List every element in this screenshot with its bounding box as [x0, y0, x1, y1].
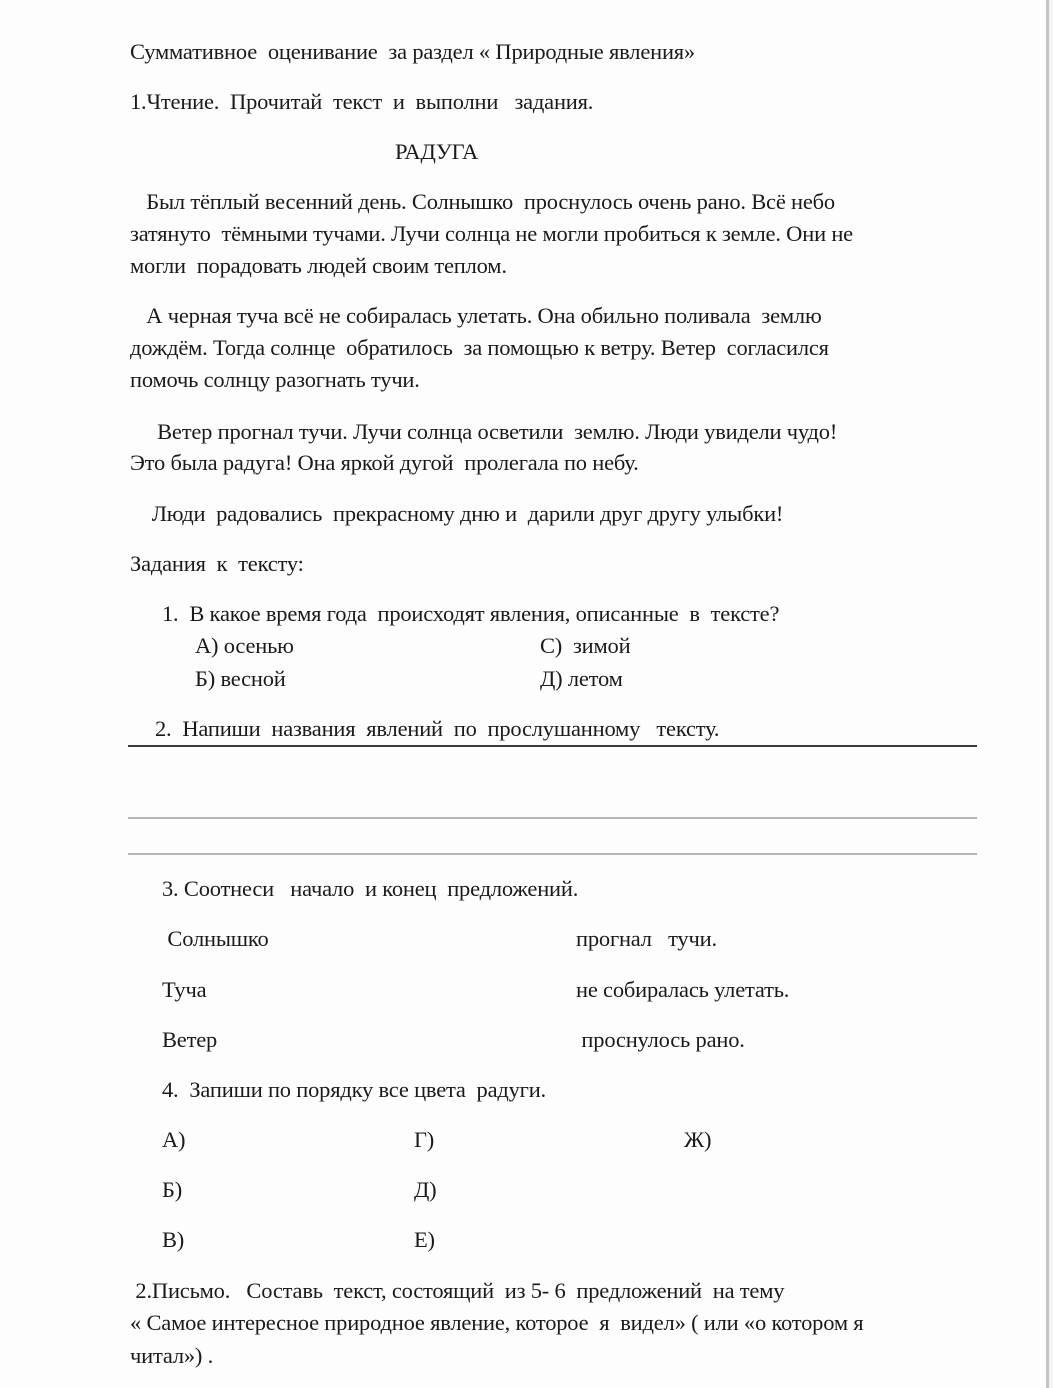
task3-question: 3. Соотнеси начало и конец предложений. — [162, 876, 579, 901]
story-line: помочь солнцу разогнать тучи. — [130, 367, 420, 392]
task1-option-b[interactable]: Б) весной — [195, 666, 286, 691]
story-line: затянуто тёмными тучами. Лучи солнца не могли пробиться к земле. Они не — [130, 221, 853, 246]
story-line: могли порадовать людей своим теплом. — [130, 253, 507, 278]
color-slot-a[interactable]: А) — [162, 1127, 186, 1152]
task1-option-a[interactable]: А) осенью — [195, 633, 294, 658]
story-line: Был тёплый весенний день. Солнышко проснулось очень рано. Всё небо — [130, 189, 835, 214]
color-slot-g[interactable]: Г) — [414, 1127, 435, 1152]
writing-task-line: « Самое интересное природное явление, которое я видел» ( или «о котором я — [130, 1310, 864, 1335]
color-slot-v[interactable]: В) — [162, 1227, 185, 1252]
tasks-heading: Задания к тексту: — [130, 551, 304, 576]
color-slot-b[interactable]: Б) — [162, 1177, 183, 1202]
color-slot-d[interactable]: Д) — [414, 1177, 437, 1202]
match-right-item[interactable]: прогнал тучи. — [576, 926, 717, 951]
answer-line[interactable] — [128, 853, 977, 855]
story-title: РАДУГА — [395, 139, 479, 164]
story-line: А черная туча всё не собиралась улетать. Она обильно поливала землю — [130, 303, 822, 328]
match-left-item[interactable]: Солнышко — [162, 926, 269, 951]
writing-task-line: 2.Письмо. Составь текст, состоящий из 5- 6 предложений на тему — [130, 1278, 785, 1303]
match-left-item[interactable]: Туча — [162, 977, 207, 1002]
task4-question: 4. Запиши по порядку все цвета радуги. — [162, 1077, 546, 1102]
task1-option-c[interactable]: С) зимой — [540, 633, 631, 658]
story-line: Ветер прогнал тучи. Лучи солнца осветили землю. Люди увидели чудо! — [130, 419, 838, 444]
story-line: Люди радовались прекрасному дню и дарили друг другу улыбки! — [130, 501, 784, 526]
task1-question: 1. В какое время года происходят явления, описанные в тексте? — [162, 601, 780, 626]
match-right-item[interactable]: не собиралась улетать. — [576, 977, 790, 1002]
story-line: дождём. Тогда солнце обратилось за помощью к ветру. Ветер согласился — [130, 335, 829, 360]
match-left-item[interactable]: Ветер — [162, 1027, 218, 1052]
worksheet-header: Суммативное оценивание за раздел « Природные явления» — [130, 39, 695, 64]
section-reading-title: 1.Чтение. Прочитай текст и выполни задания. — [130, 89, 594, 114]
story-line: Это была радуга! Она яркой дугой пролегала по небу. — [130, 450, 639, 475]
color-slot-zh[interactable]: Ж) — [684, 1127, 712, 1152]
writing-task-line: читал») . — [130, 1343, 214, 1368]
answer-line[interactable] — [128, 745, 977, 747]
answer-line[interactable] — [128, 817, 977, 819]
color-slot-e[interactable]: Е) — [414, 1227, 435, 1252]
task2-question: 2. Напиши названия явлений по прослушанному тексту. — [155, 716, 720, 741]
page-edge-margin — [1049, 0, 1053, 1388]
task1-option-d[interactable]: Д) летом — [540, 666, 623, 691]
match-right-item[interactable]: проснулось рано. — [576, 1027, 745, 1052]
